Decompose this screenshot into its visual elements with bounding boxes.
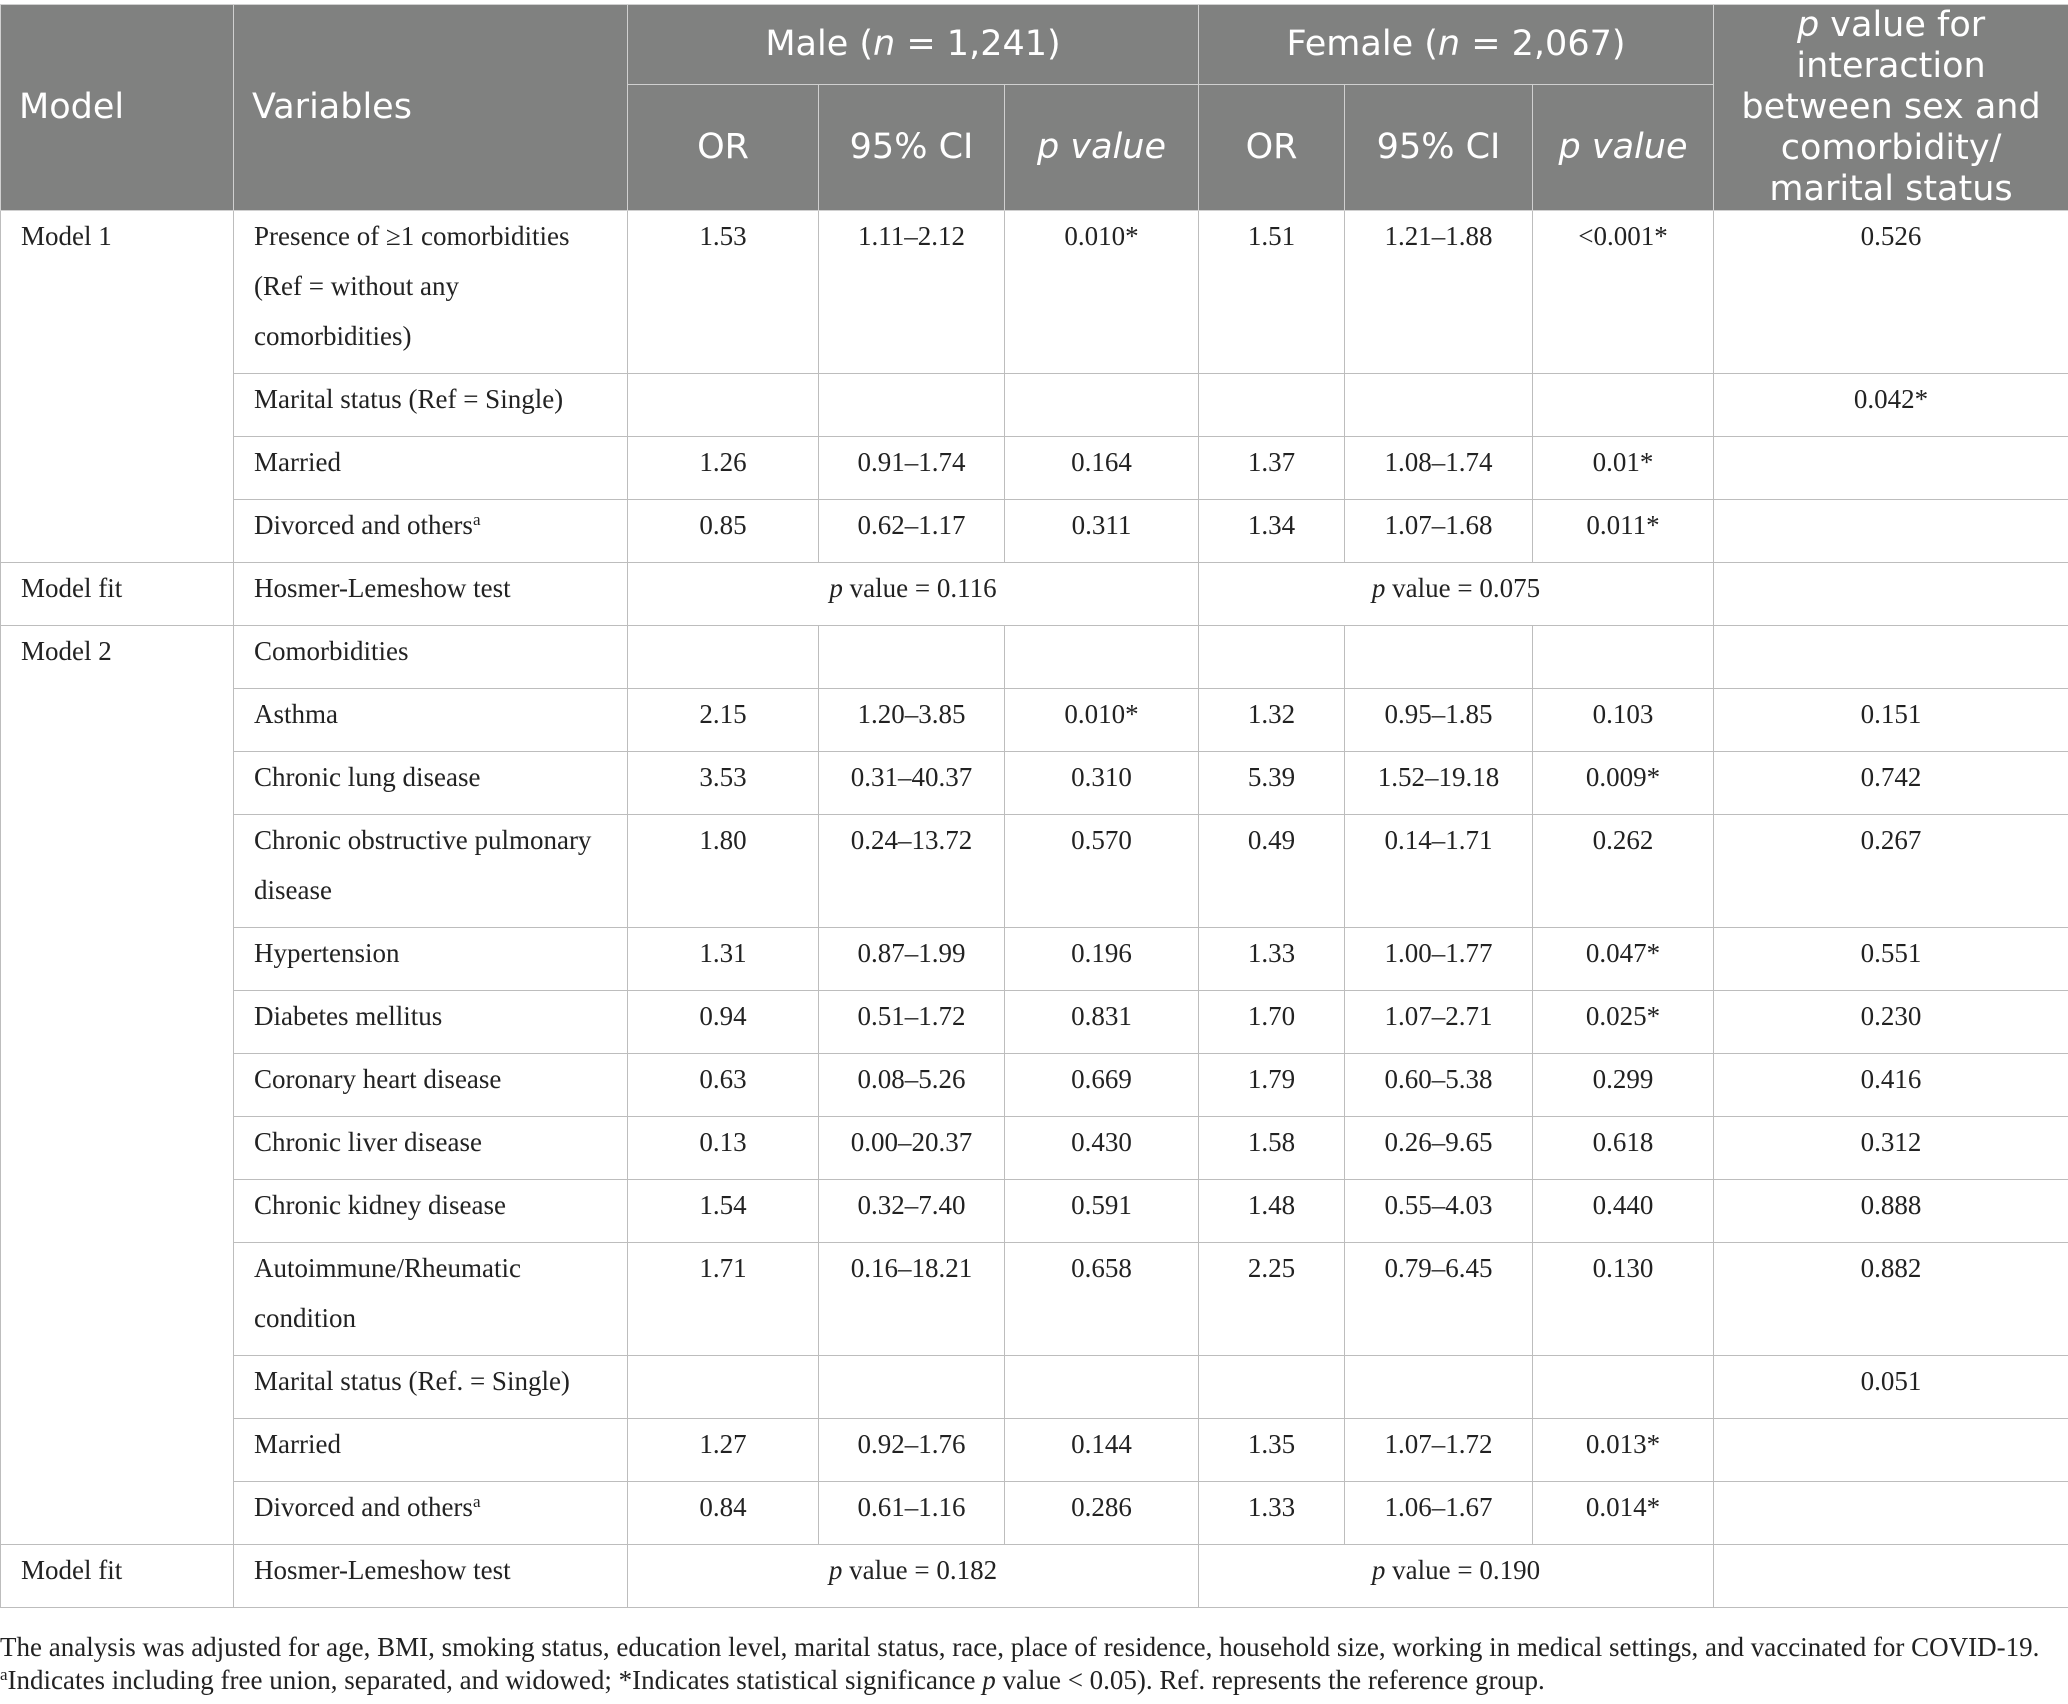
female-or-cell (1199, 626, 1345, 689)
interaction-cell: 0.416 (1714, 1054, 2068, 1117)
male-p-cell (1005, 626, 1199, 689)
interaction-cell: 0.526 (1714, 211, 2068, 374)
footnote-marker: a (472, 510, 481, 529)
interaction-cell (1714, 626, 2068, 689)
male-or-cell: 1.53 (628, 211, 819, 374)
footnote-marker: a (472, 1492, 481, 1511)
female-p-cell: 0.009* (1533, 752, 1714, 815)
female-p-cell: 0.047* (1533, 928, 1714, 991)
female-ci-cell: 0.95–1.85 (1345, 689, 1533, 752)
female-p-cell: 0.025* (1533, 991, 1714, 1054)
female-ci-cell (1345, 626, 1533, 689)
table-row (1, 928, 2068, 991)
male-or-cell (628, 1356, 819, 1419)
male-or-cell: 1.31 (628, 928, 819, 991)
male-model-fit (628, 563, 1199, 626)
female-or-cell: 1.58 (1199, 1117, 1345, 1180)
female-ci-cell (1345, 1356, 1533, 1419)
table-row (1, 991, 2068, 1054)
header-female-group (1199, 5, 1714, 85)
table-row (1, 437, 2068, 500)
variable-label: Comorbidities (254, 636, 409, 666)
interaction-cell: 0.312 (1714, 1117, 2068, 1180)
variable-cell (234, 500, 628, 563)
male-ci-cell: 1.11–2.12 (819, 211, 1005, 374)
female-p-cell: 0.130 (1533, 1243, 1714, 1356)
male-p-cell (1005, 1356, 1199, 1419)
footnote-sup-marker: a (0, 1665, 8, 1684)
variable-cell (234, 1117, 628, 1180)
female-p-cell: 0.440 (1533, 1180, 1714, 1243)
header-female-p: p value (1533, 84, 1714, 210)
male-p-cell: 0.658 (1005, 1243, 1199, 1356)
female-ci-cell: 0.14–1.71 (1345, 815, 1533, 928)
variable-label: Married (254, 1429, 341, 1459)
variable-cell (234, 752, 628, 815)
male-ci-cell: 0.91–1.74 (819, 437, 1005, 500)
male-ci-cell: 0.08–5.26 (819, 1054, 1005, 1117)
male-or-cell: 3.53 (628, 752, 819, 815)
female-p-cell: 0.262 (1533, 815, 1714, 928)
table-row (1, 1117, 2068, 1180)
male-or-cell: 1.80 (628, 815, 819, 928)
female-p-cell: 0.014* (1533, 1482, 1714, 1545)
model-cell: Model fit (1, 563, 234, 626)
female-p-cell: 0.011* (1533, 500, 1714, 563)
male-or-cell (628, 374, 819, 437)
interaction-cell: 0.882 (1714, 1243, 2068, 1356)
female-or-cell: 5.39 (1199, 752, 1345, 815)
interaction-cell (1714, 1482, 2068, 1545)
interaction-cell: 0.051 (1714, 1356, 2068, 1419)
male-ci-cell: 0.31–40.37 (819, 752, 1005, 815)
female-p-cell: 0.103 (1533, 689, 1714, 752)
male-p-cell: 0.310 (1005, 752, 1199, 815)
female-ci-cell (1345, 374, 1533, 437)
male-ci-cell: 0.61–1.16 (819, 1482, 1005, 1545)
male-or-cell: 0.63 (628, 1054, 819, 1117)
table-row (1, 563, 2068, 626)
female-or-cell: 1.37 (1199, 437, 1345, 500)
table-row (1, 689, 2068, 752)
header-male-ci: 95% CI (819, 84, 1005, 210)
table-row (1, 1545, 2068, 1608)
table-row (1, 1419, 2068, 1482)
male-ci-cell (819, 374, 1005, 437)
female-p-cell (1533, 626, 1714, 689)
male-p-cell: 0.570 (1005, 815, 1199, 928)
female-ci-cell: 1.07–1.68 (1345, 500, 1533, 563)
variable-label: Hosmer-Lemeshow test (254, 573, 511, 603)
male-ci-cell: 0.51–1.72 (819, 991, 1005, 1054)
table-row (1, 1054, 2068, 1117)
male-p-cell: 0.164 (1005, 437, 1199, 500)
variable-cell (234, 1054, 628, 1117)
female-p-cell: 0.01* (1533, 437, 1714, 500)
footnote-legend-text: Indicates including free union, separated, and widowed; *Indicates statistical significance p value < 0.05). Ref. represents the reference group. (7, 1665, 1545, 1695)
header-variables: Variables (234, 5, 628, 211)
table-row (1, 500, 2068, 563)
female-ci-cell: 0.55–4.03 (1345, 1180, 1533, 1243)
header-male-group (628, 5, 1199, 85)
female-or-cell (1199, 1356, 1345, 1419)
header-male-p: p value (1005, 84, 1199, 210)
variable-label: Chronic lung disease (254, 762, 481, 792)
header-model: Model (1, 5, 234, 211)
male-or-cell: 2.15 (628, 689, 819, 752)
female-ci-cell: 1.52–19.18 (1345, 752, 1533, 815)
female-ci-cell: 1.21–1.88 (1345, 211, 1533, 374)
female-p-cell: 0.013* (1533, 1419, 1714, 1482)
male-p-cell: 0.144 (1005, 1419, 1199, 1482)
variable-label: Marital status (Ref = Single) (254, 384, 564, 414)
variable-label: Coronary heart disease (254, 1064, 502, 1094)
model-cell: Model 2 (1, 626, 234, 1545)
variable-cell (234, 1356, 628, 1419)
header-interaction: p value for interaction between sex and comorbidity/ marital status (1714, 5, 2068, 211)
male-ci-cell: 0.00–20.37 (819, 1117, 1005, 1180)
header-male-or: OR (628, 84, 819, 210)
female-or-cell: 1.48 (1199, 1180, 1345, 1243)
variable-cell (234, 437, 628, 500)
male-ci-cell: 0.32–7.40 (819, 1180, 1005, 1243)
variable-cell (234, 815, 628, 928)
interaction-cell (1714, 437, 2068, 500)
female-or-cell: 1.32 (1199, 689, 1345, 752)
variable-label: Hosmer-Lemeshow test (254, 1555, 511, 1585)
table-row (1, 1243, 2068, 1356)
male-p-cell: 0.196 (1005, 928, 1199, 991)
model-cell: Model fit (1, 1545, 234, 1608)
male-p-cell: 0.430 (1005, 1117, 1199, 1180)
male-or-cell: 1.54 (628, 1180, 819, 1243)
male-or-cell: 0.94 (628, 991, 819, 1054)
male-ci-cell (819, 626, 1005, 689)
female-p-cell: <0.001* (1533, 211, 1714, 374)
male-p-cell: 0.831 (1005, 991, 1199, 1054)
male-or-cell: 1.26 (628, 437, 819, 500)
interaction-cell: 0.230 (1714, 991, 2068, 1054)
female-or-cell: 1.70 (1199, 991, 1345, 1054)
female-model-fit (1199, 1545, 1714, 1608)
male-ci-cell: 0.92–1.76 (819, 1419, 1005, 1482)
male-ci-cell: 0.16–18.21 (819, 1243, 1005, 1356)
results-table (0, 4, 2068, 1608)
female-ci-cell: 1.08–1.74 (1345, 437, 1533, 500)
female-ci-cell: 1.07–2.71 (1345, 991, 1533, 1054)
female-model-fit-text: p value = 0.075 (1371, 573, 1541, 603)
variable-label: Chronic liver disease (254, 1127, 482, 1157)
variable-label: Chronic obstructive pulmonary disease (254, 825, 592, 905)
male-p-cell: 0.591 (1005, 1180, 1199, 1243)
interaction-cell (1714, 563, 2068, 626)
female-or-cell: 2.25 (1199, 1243, 1345, 1356)
male-or-cell: 1.71 (628, 1243, 819, 1356)
variable-label: Asthma (254, 699, 338, 729)
table-row (1, 211, 2068, 374)
variable-label: Divorced and others (254, 510, 473, 540)
female-or-cell: 1.33 (1199, 1482, 1345, 1545)
variable-cell (234, 1243, 628, 1356)
female-p-cell (1533, 374, 1714, 437)
male-or-cell: 1.27 (628, 1419, 819, 1482)
interaction-cell: 0.042* (1714, 374, 2068, 437)
male-model-fit (628, 1545, 1199, 1608)
variable-cell (234, 1545, 628, 1608)
variable-cell (234, 563, 628, 626)
interaction-cell (1714, 1419, 2068, 1482)
variable-cell (234, 1419, 628, 1482)
table-row (1, 1356, 2068, 1419)
variable-cell (234, 928, 628, 991)
female-p-cell: 0.299 (1533, 1054, 1714, 1117)
variable-label: Diabetes mellitus (254, 1001, 443, 1031)
footnote-adjustment: The analysis was adjusted for age, BMI, smoking status, education level, marital status, race, place of residence, household size, working in medical settings, and vaccinated for COVID-19. (0, 1632, 2040, 1662)
variable-cell (234, 211, 628, 374)
male-ci-cell (819, 1356, 1005, 1419)
male-p-cell (1005, 374, 1199, 437)
female-or-cell: 1.51 (1199, 211, 1345, 374)
female-or-cell (1199, 374, 1345, 437)
female-ci-cell: 1.07–1.72 (1345, 1419, 1533, 1482)
female-or-cell: 0.49 (1199, 815, 1345, 928)
male-or-cell: 0.84 (628, 1482, 819, 1545)
header-female-ci: 95% CI (1345, 84, 1533, 210)
model-cell: Model 1 (1, 211, 234, 563)
male-ci-cell: 0.24–13.72 (819, 815, 1005, 928)
female-ci-cell: 1.06–1.67 (1345, 1482, 1533, 1545)
table-body (1, 211, 2068, 1608)
female-model-fit (1199, 563, 1714, 626)
variable-label: Divorced and others (254, 1492, 473, 1522)
interaction-cell: 0.888 (1714, 1180, 2068, 1243)
male-p-cell: 0.669 (1005, 1054, 1199, 1117)
male-p-cell: 0.311 (1005, 500, 1199, 563)
interaction-cell: 0.551 (1714, 928, 2068, 991)
interaction-cell (1714, 1545, 2068, 1608)
variable-cell (234, 689, 628, 752)
female-or-cell: 1.34 (1199, 500, 1345, 563)
male-ci-cell: 0.87–1.99 (819, 928, 1005, 991)
variable-cell (234, 991, 628, 1054)
male-ci-cell: 0.62–1.17 (819, 500, 1005, 563)
male-or-cell: 0.13 (628, 1117, 819, 1180)
male-p-cell: 0.010* (1005, 211, 1199, 374)
female-model-fit-text: p value = 0.190 (1371, 1555, 1541, 1585)
table-row (1, 1180, 2068, 1243)
female-or-cell: 1.79 (1199, 1054, 1345, 1117)
female-ci-cell: 1.00–1.77 (1345, 928, 1533, 991)
variable-label: Autoimmune/Rheumatic condition (254, 1253, 521, 1333)
variable-label: Presence of ≥1 comorbidities (Ref = without any comorbidities) (254, 221, 570, 351)
interaction-cell: 0.151 (1714, 689, 2068, 752)
male-model-fit-text: p value = 0.116 (829, 573, 997, 603)
variable-label: Hypertension (254, 938, 400, 968)
female-ci-cell: 0.60–5.38 (1345, 1054, 1533, 1117)
male-or-cell (628, 626, 819, 689)
table-row (1, 815, 2068, 928)
male-group-label: Male (n = 1,241) (765, 23, 1061, 64)
table-row (1, 374, 2068, 437)
female-or-cell: 1.35 (1199, 1419, 1345, 1482)
female-or-cell: 1.33 (1199, 928, 1345, 991)
male-p-cell: 0.010* (1005, 689, 1199, 752)
variable-cell (234, 1482, 628, 1545)
female-ci-cell: 0.79–6.45 (1345, 1243, 1533, 1356)
interaction-cell (1714, 500, 2068, 563)
female-group-label: Female (n = 2,067) (1286, 23, 1626, 64)
variable-cell (234, 626, 628, 689)
variable-label: Marital status (Ref. = Single) (254, 1366, 570, 1396)
header-female-or: OR (1199, 84, 1345, 210)
male-p-cell: 0.286 (1005, 1482, 1199, 1545)
variable-label: Married (254, 447, 341, 477)
table-row (1, 1482, 2068, 1545)
female-p-cell: 0.618 (1533, 1117, 1714, 1180)
footnote-legend (0, 1664, 2068, 1697)
interaction-cell: 0.267 (1714, 815, 2068, 928)
female-ci-cell: 0.26–9.65 (1345, 1117, 1533, 1180)
variable-cell (234, 374, 628, 437)
male-or-cell: 0.85 (628, 500, 819, 563)
female-p-cell (1533, 1356, 1714, 1419)
variable-cell (234, 1180, 628, 1243)
male-model-fit-text: p value = 0.182 (828, 1555, 998, 1585)
male-ci-cell: 1.20–3.85 (819, 689, 1005, 752)
interaction-cell: 0.742 (1714, 752, 2068, 815)
variable-label: Chronic kidney disease (254, 1190, 506, 1220)
table-row (1, 626, 2068, 689)
table-row (1, 752, 2068, 815)
